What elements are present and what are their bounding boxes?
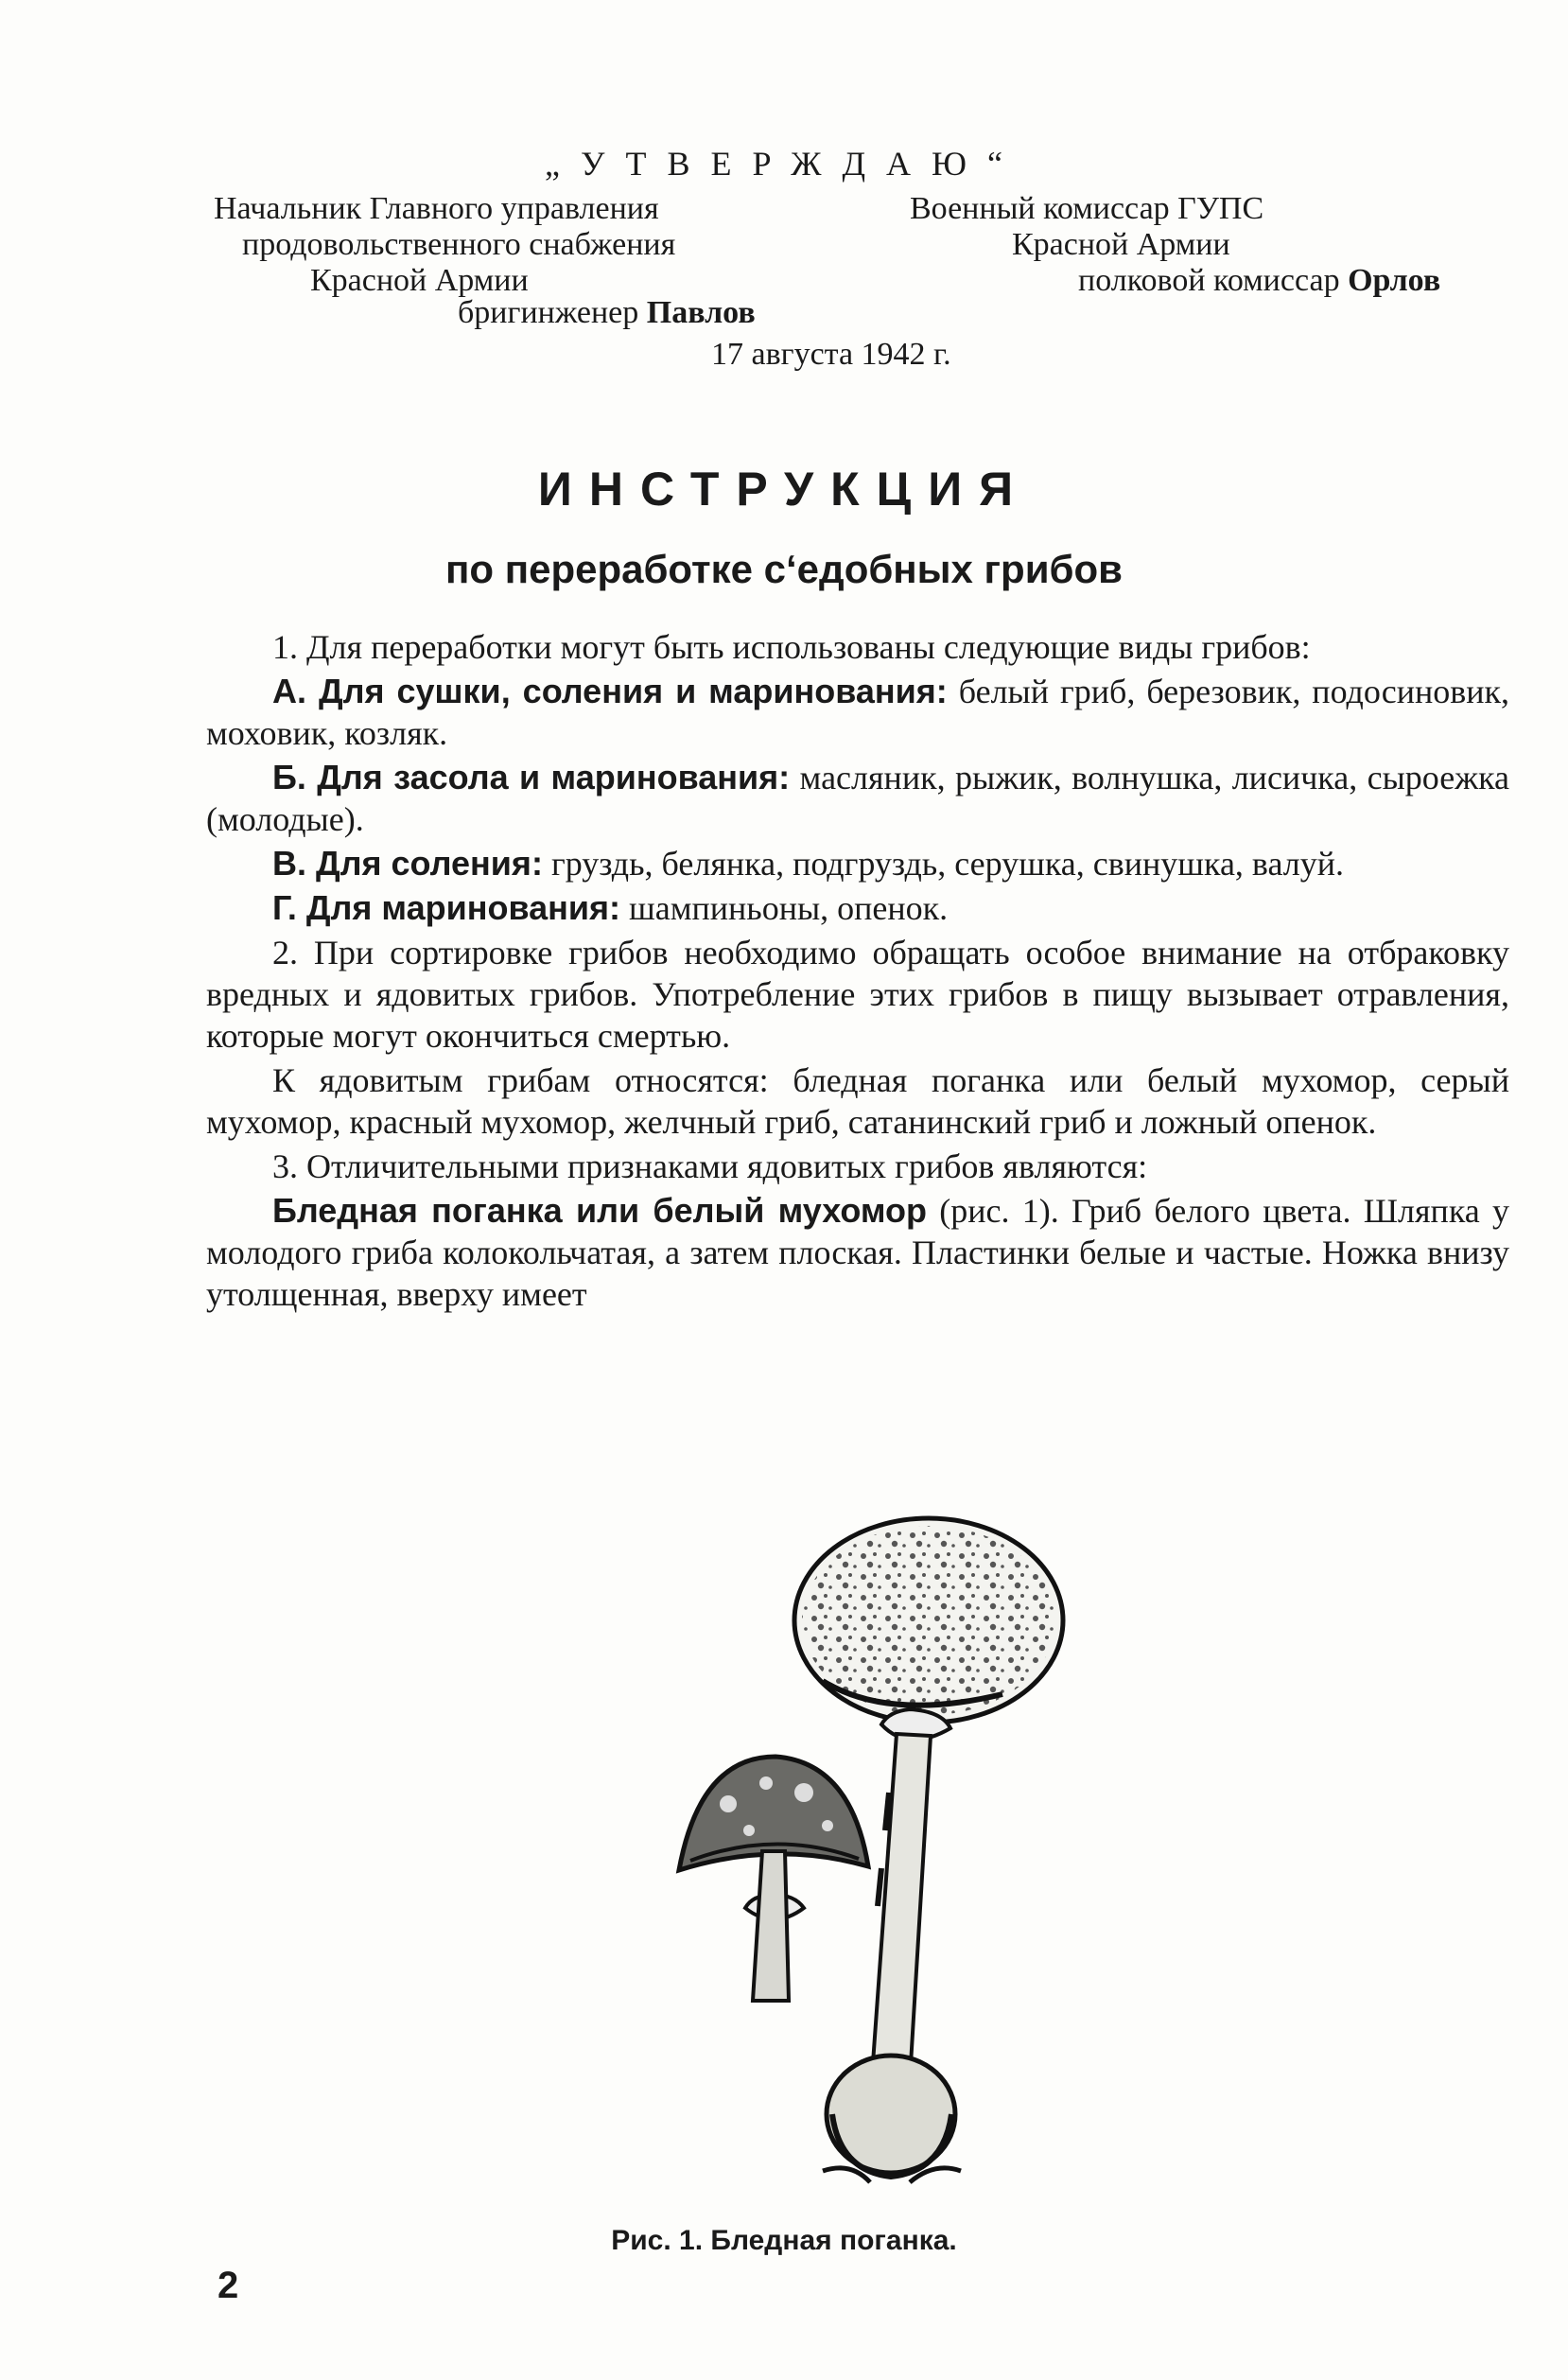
paragraph-3: 3. Отличительными признаками ядовитых грибов являются:: [272, 1147, 1148, 1185]
paragraph-v-text: груздь, белянка, подгруздь, серушка, свинушка, валуй.: [542, 845, 1344, 883]
paragraph-g-text: шампиньоны, опенок.: [620, 889, 949, 927]
approval-left-rank: бригинженер: [458, 295, 639, 330]
paragraph-a-label: А. Для сушки, соления и маринования:: [272, 672, 948, 710]
approval-right-rank: полковой комиссар: [1078, 263, 1340, 298]
paragraph-2b: К ядовитым грибам относятся: бледная поганка или белый мухомор, серый мухомор, красный мухомор, желчный гриб, сатанинский гриб и ложный опенок.: [206, 1061, 1509, 1141]
paragraph-2: 2. При сортировке грибов необходимо обращать особое внимание на отбраковку вредных и ядовитых грибов. Употребление этих грибов в пищу вызывает отравления, которые могут окончиться смертью.: [206, 934, 1509, 1055]
paragraph-4-label: Бледная поганка или белый мухомор: [272, 1191, 927, 1230]
approval-left-line3: Красной Армии: [310, 263, 529, 298]
paragraph-v-label: В. Для соления:: [272, 844, 543, 883]
document-subtitle: по переработке с‘едобных грибов: [445, 547, 1123, 591]
approval-date: 17 августа 1942 г.: [711, 337, 951, 372]
paragraph-g: [206, 887, 1509, 929]
document-title: ИНСТРУКЦИЯ: [537, 463, 1031, 516]
page-number: 2: [218, 2265, 239, 2306]
paragraph-v: [206, 843, 1509, 884]
approval-title: „УТВЕРЖДАЮ“: [544, 145, 1023, 183]
small-mushroom: [679, 1757, 868, 2001]
paragraph-1: 1. Для переработки могут быть использованы следующие виды грибов:: [272, 628, 1311, 666]
approval-left-signatory: [458, 295, 756, 331]
paragraph-a: [206, 671, 1509, 754]
approval-left-line1: Начальник Главного управления: [214, 191, 659, 226]
approval-right-line2: Красной Армии: [1012, 227, 1230, 262]
paragraph-a-text: белый гриб, березовик, подосиновик, моховик, козляк.: [206, 673, 1510, 752]
paragraph-b-label: Б. Для засола и маринования:: [272, 758, 791, 796]
paragraph-4: [206, 1190, 1509, 1315]
death-cap-illustration: [662, 1509, 1097, 2228]
approval-left-name: Павлов: [646, 295, 756, 330]
paragraph-b-text: масляник, рыжик, волнушка, лисичка, сыроежка (молодые).: [206, 759, 1509, 838]
instruction-body: [206, 626, 1509, 1318]
approval-right-name: Орлов: [1348, 263, 1441, 298]
approval-left-line2: продовольственного снабжения: [242, 227, 676, 262]
approval-right-line1: Военный комиссар ГУПС: [910, 191, 1264, 226]
paragraph-4-text: (рис. 1). Гриб белого цвета. Шляпка у молодого гриба колокольчатая, а затем плоская. Пластинки белые и частые. Ножка внизу утолщенная, вверху имеет: [206, 1192, 1509, 1313]
approval-right-signatory: [1078, 263, 1440, 299]
figure-caption: Рис. 1. Бледная поганка.: [611, 2225, 957, 2256]
paragraph-b: [206, 757, 1509, 840]
paragraph-g-label: Г. Для маринования:: [272, 888, 621, 927]
